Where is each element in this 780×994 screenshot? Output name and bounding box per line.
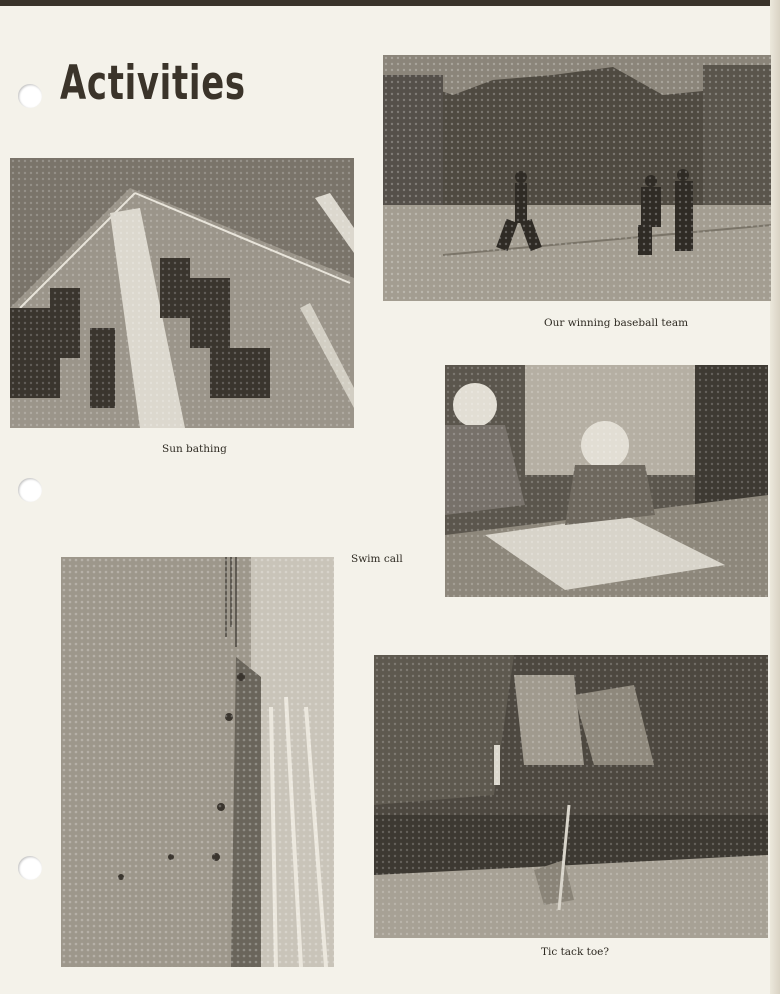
swim-caption: Swim call — [351, 553, 403, 565]
swim-photo — [61, 557, 334, 967]
tictactoe-caption: Tic tack toe? — [541, 946, 610, 958]
baseball-caption: Our winning baseball team — [544, 317, 689, 329]
page-title: Activities — [60, 56, 246, 111]
sunbathing-photo — [10, 158, 354, 428]
page-right-edge — [770, 0, 780, 994]
page-top-edge — [0, 0, 780, 6]
officers-desk-photo — [445, 365, 768, 597]
binder-hole-top — [18, 84, 42, 108]
tictactoe-photo — [374, 655, 768, 938]
baseball-photo — [383, 55, 771, 301]
binder-hole-bottom — [18, 856, 42, 880]
binder-hole-middle — [18, 478, 42, 502]
sunbathing-caption: Sun bathing — [162, 443, 227, 455]
